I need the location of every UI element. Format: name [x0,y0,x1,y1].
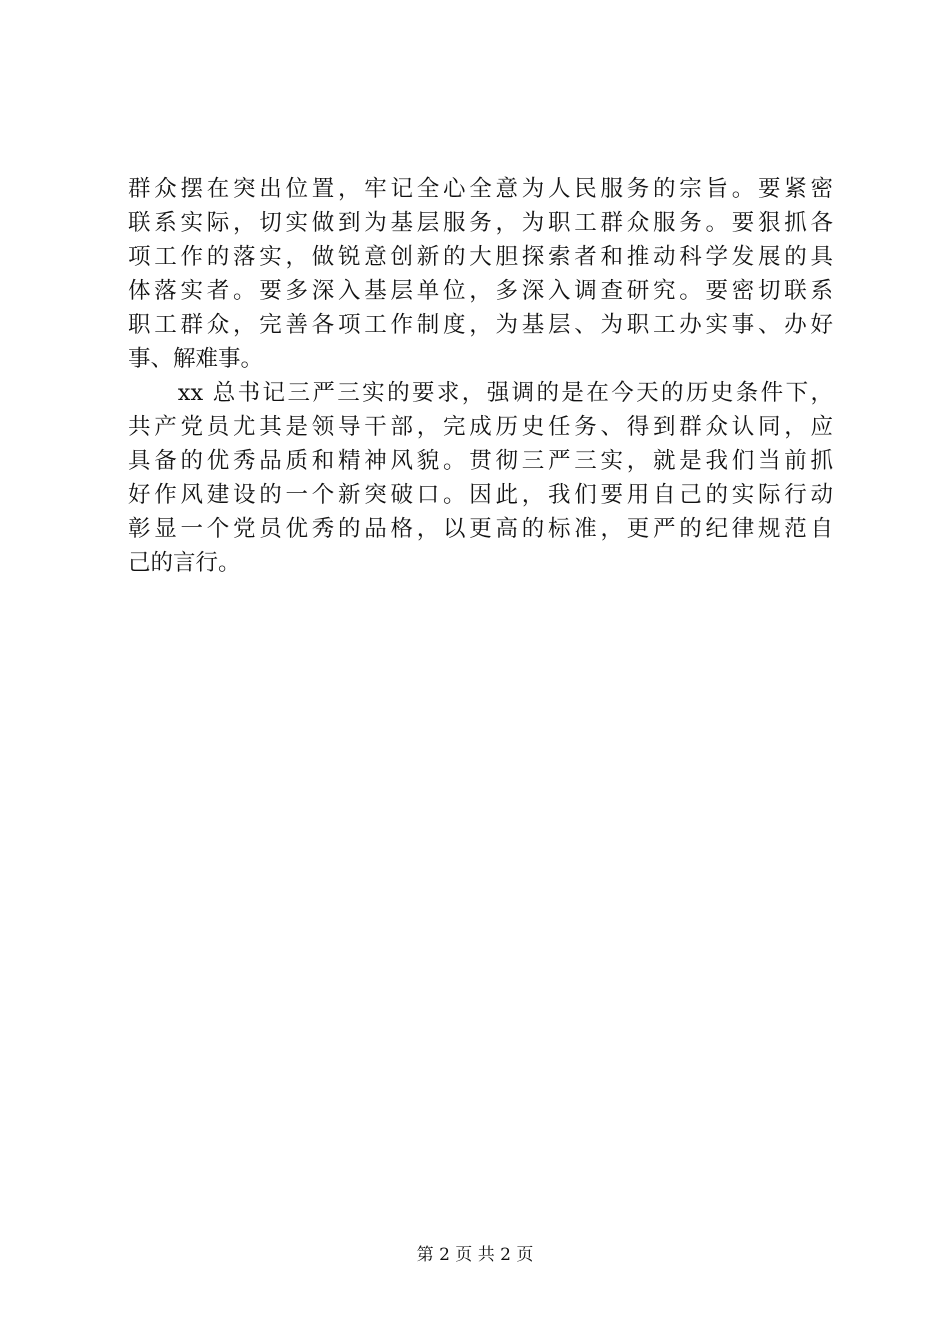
text-line: 体落实者。要多深入基层单位，多深入调查研究。要密切联系 [128,278,833,304]
page-footer [0,1244,950,1266]
text-line: xx 总书记三严三实的要求，强调的是在今天的历史条件下， [128,380,833,406]
text-line: 彰显一个党员优秀的品格，以更高的标准，更严的纪律规范自 [128,516,833,542]
paragraph-2 [128,376,833,580]
text-line: 己的言行。 [128,550,241,576]
document-body [128,172,833,580]
text-line: 具备的优秀品质和精神风貌。贯彻三严三实，就是我们当前抓 [128,448,833,474]
text-line: 群众摆在突出位置，牢记全心全意为人民服务的宗旨。要紧密 [128,176,833,202]
page-number-label: 第 2 页 共 2 页 [416,1245,534,1265]
paragraph-1 [128,172,833,376]
text-line: 好作风建设的一个新突破口。因此，我们要用自己的实际行动 [128,482,833,508]
text-line: 项工作的落实，做锐意创新的大胆探索者和推动科学发展的具 [128,244,833,270]
text-line: 联系实际，切实做到为基层服务，为职工群众服务。要狠抓各 [128,210,833,236]
text-line: 事、解难事。 [128,346,264,372]
text-line: 职工群众，完善各项工作制度，为基层、为职工办实事、办好 [128,312,833,338]
text-line: 共产党员尤其是领导干部，完成历史任务、得到群众认同，应 [128,414,833,440]
